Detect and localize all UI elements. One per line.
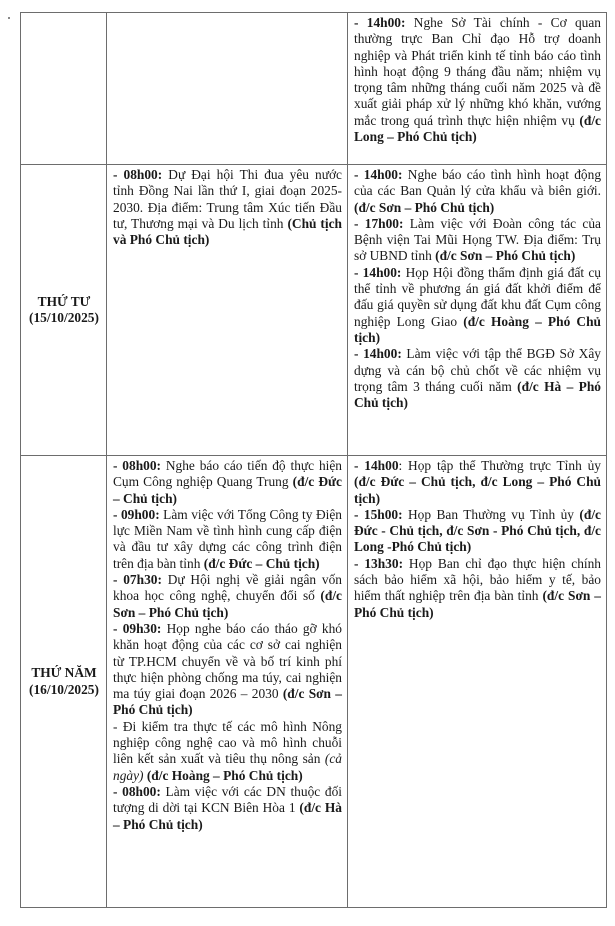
entry-text: Làm việc với các DN thuộc đối tượng di dời tại KCN Biên Hòa 1	[113, 783, 342, 816]
entry-time: - 07h30:	[113, 572, 162, 588]
entry-time: - 08h00:	[113, 458, 161, 473]
day-date: (16/10/2025)	[29, 681, 99, 697]
day-cell	[21, 456, 107, 908]
entry-attendee: (đ/c Sơn – Phó Chủ tịch)	[354, 199, 495, 215]
entry-time: - 09h30:	[113, 620, 162, 636]
morning-cell	[107, 165, 348, 456]
entry-text: Họp Ban chỉ đạo thực hiện chính sách bảo hiểm xã hội, bảo hiểm y tế, bảo hiểm thất nghiệp trên địa bàn tỉnh	[354, 555, 601, 604]
schedule-entry	[113, 507, 342, 572]
entry-attendee: (đ/c Hà – Phó Chủ tịch)	[354, 378, 601, 411]
schedule-entry	[113, 167, 342, 248]
entry-time: - 14h00:	[354, 15, 406, 30]
entry-attendee: (đ/c Hoàng – Phó Chủ tịch)	[354, 313, 601, 345]
schedule-table	[20, 12, 607, 908]
table-row	[21, 456, 607, 908]
entry-attendee: (Chủ tịch và Phó Chủ tịch)	[113, 215, 342, 248]
entry-attendee: (đ/c Đức – Chủ tịch)	[203, 555, 320, 571]
day-date: (15/10/2025)	[29, 310, 99, 325]
entry-time: - 08h00:	[113, 783, 161, 799]
day-name: THỨ TƯ	[37, 293, 91, 309]
entry-time: - 13h30:	[354, 555, 404, 571]
entry-text: Dự Đại hội Thi đua yêu nước tỉnh Đồng Nai lần thứ I, giai đoạn 2025-2030. Địa điểm: Trung tâm Xúc tiến Đầu tư, Thương mại và Du lịch tỉnh	[113, 167, 343, 231]
entry-time: - 15h00:	[354, 506, 403, 522]
afternoon-cell	[348, 13, 607, 165]
scan-speck	[8, 17, 10, 19]
afternoon-cell	[348, 456, 607, 908]
schedule-entry	[113, 458, 342, 507]
afternoon-cell	[348, 165, 607, 456]
schedule-entry	[113, 572, 342, 621]
table-row	[21, 165, 607, 456]
schedule-entry	[113, 784, 342, 833]
entry-text: Họp Ban Thường vụ Tỉnh ủy	[402, 506, 580, 522]
schedule-entry	[113, 621, 342, 719]
entry-time: - 14h00	[354, 458, 399, 473]
entry-text: - Đi kiểm tra thực tế các mô hình Nông nghiệp công nghệ cao và mô hình chuỗi liên kết sản xuất và tiêu thụ nông sản	[113, 718, 342, 767]
schedule-entry	[113, 719, 342, 784]
entry-time: - 09h00:	[113, 506, 160, 522]
entry-attendee: (đ/c Sơn – Phó Chủ tịch)	[113, 686, 342, 718]
entry-text: Dự Hội nghị về giải ngân vốn khoa học công nghệ, chuyển đổi số	[113, 572, 342, 604]
schedule-entry	[354, 216, 601, 265]
entry-attendee: (đ/c Hà – Phó Chủ tịch)	[113, 800, 342, 832]
day-cell	[21, 13, 107, 165]
schedule-entry	[354, 507, 601, 556]
schedule-entry	[354, 556, 601, 621]
day-name: THỨ NĂM	[31, 665, 97, 681]
schedule-entry	[354, 346, 601, 411]
entry-text: Họp Hội đồng thẩm định giá đất cụ thể tỉnh về phương án giá đất khởi điểm để đấu giá quyền sử dụng đất khu đất Cụm công nghiệp Long Giao	[354, 264, 601, 329]
entry-text: : Họp tập thể Thường trực Tỉnh ủy	[398, 458, 601, 473]
entry-text: Làm việc với Tổng Công ty Điện lực Miền Nam về tình hình cung cấp điện và đầu tư xây dựng các công trình điện trên địa bàn tỉnh	[113, 506, 342, 571]
entry-attendee: (đ/c Sơn – Phó Chủ tịch)	[113, 588, 342, 620]
entry-text: Làm việc với tập thể BGĐ Sở Xây dựng và cán bộ chủ chốt về các nhiệm vụ trọng tâm 3 tháng cuối năm	[354, 346, 601, 394]
entry-time: - 14h00:	[354, 346, 402, 362]
schedule-entry	[354, 15, 601, 145]
entry-note: (cả ngày)	[113, 751, 342, 783]
entry-text: Nghe báo cáo tình hình hoạt động của các Ban Quản lý cửa khẩu và biên giới.	[354, 167, 602, 199]
morning-cell	[107, 13, 348, 165]
entry-text: Nghe báo cáo tiến độ thực hiện Cụm Công nghiệp Quang Trung	[113, 458, 342, 490]
schedule-entry	[354, 458, 601, 507]
entry-attendee: (đ/c Sơn – Phó Chủ tịch)	[354, 588, 601, 620]
schedule-entry	[354, 265, 601, 346]
morning-cell	[107, 456, 348, 908]
entry-attendee: (đ/c Long – Phó Chủ tịch)	[354, 112, 601, 145]
schedule-entry	[354, 167, 601, 216]
entry-text: Làm việc với Đoàn công tác của Bệnh viện Tai Mũi Họng TW. Địa điểm: Trụ sở UBND tỉnh	[354, 215, 601, 264]
entry-text: Họp nghe báo cáo tháo gỡ khó khăn hoạt động của các cơ sở cai nghiện từ TP.HCM chuyển về và bố trí kinh phí thực hiện phòng chống ma túy, cai nghiện ma túy giai đoạn 2026 – 2030	[113, 620, 342, 702]
entry-attendee: (đ/c Đức – Chủ tịch)	[113, 474, 342, 506]
entry-text: Nghe Sở Tài chính - Cơ quan thường trực Ban Chỉ đạo Hỗ trợ doanh nghiệp và Phát triển kinh tế tỉnh báo cáo tình hình hoạt động 9 tháng đầu năm; nhiệm vụ trọng tâm những tháng cuối năm 2025 và đề xuất giải pháp xử lý những khó khăn, vướng mắc trong quá trình thực hiện nhiệm vụ	[354, 15, 601, 128]
entry-time: - 17h00:	[354, 215, 404, 231]
table-row	[21, 13, 607, 165]
entry-time: - 14h00:	[354, 264, 402, 280]
entry-attendee: (đ/c Sơn – Phó Chủ tịch)	[435, 248, 576, 264]
entry-time: - 08h00:	[113, 167, 163, 182]
entry-attendee: (đ/c Hoàng – Phó Chủ tịch)	[143, 767, 303, 783]
entry-time: - 14h00:	[354, 167, 403, 182]
entry-attendee: (đ/c Đức - Chủ tịch, đ/c Sơn - Phó Chủ tịch, đ/c Long -Phó Chủ tịch)	[354, 506, 601, 555]
entry-attendee: (đ/c Đức – Chủ tịch, đ/c Long – Phó Chủ tịch)	[354, 474, 601, 506]
day-cell	[21, 165, 107, 456]
